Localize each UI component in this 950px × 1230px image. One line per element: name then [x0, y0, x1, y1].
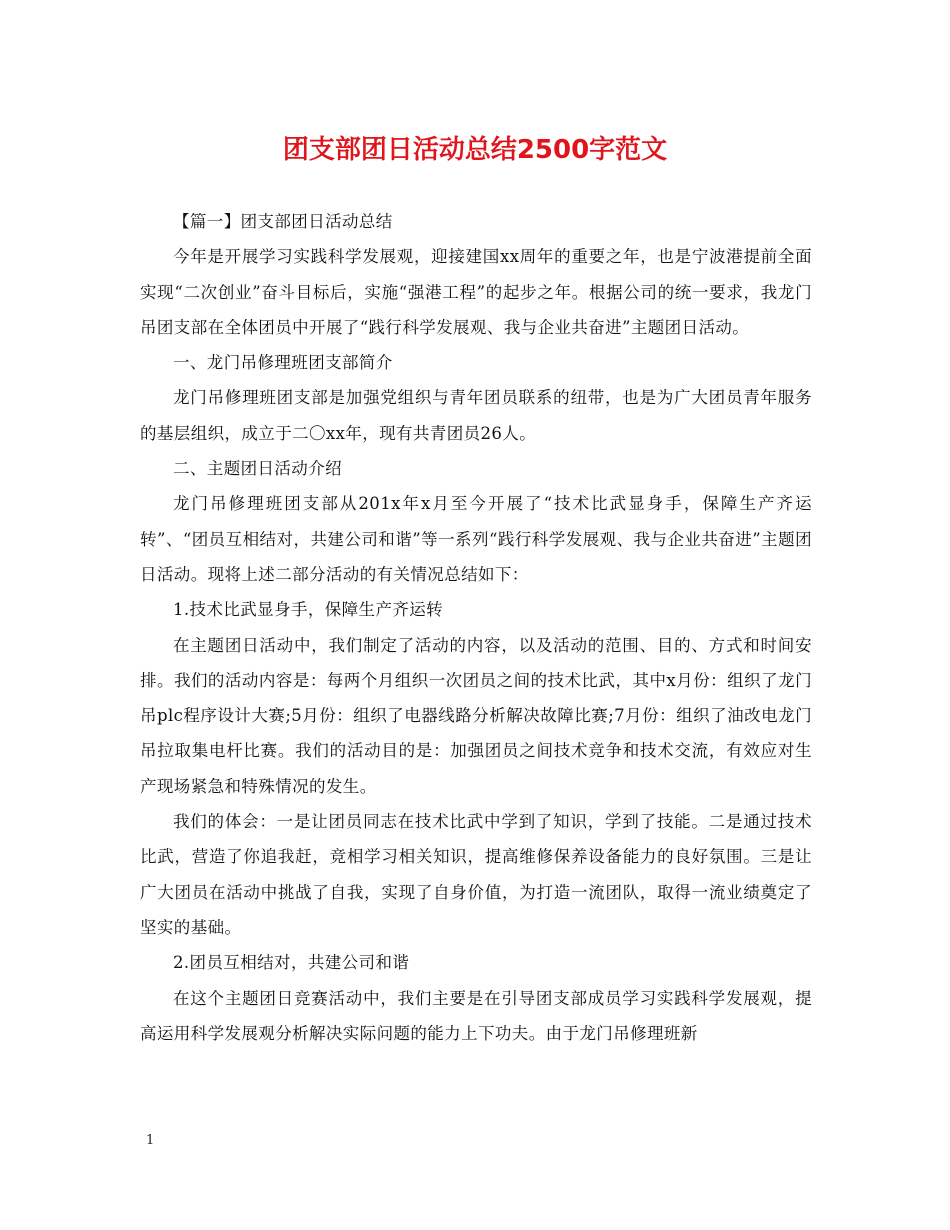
paragraph-activities: 龙门吊修理班团支部从201x年x月至今开展了“技术比武显身手，保障生产齐运转”、“团员互相结对，共建公司和谐”等一系列“践行科学发展观、我与企业共奋进”主题团日活动。现将上述二部分活动的有关情况总结如下： [140, 494, 812, 584]
page-number: 1 [146, 1133, 155, 1148]
paragraph-pairing: 在这个主题团日竞赛活动中，我们主要是在引导团支部成员学习实践科学发展观，提高运用科学发展观分析解决实际问题的能力上下功夫。由于龙门吊修理班新 [140, 988, 812, 1043]
paragraph-intro: 今年是开展学习实践科学发展观，迎接建国xx周年的重要之年，也是宁波港提前全面实现“二次创业”奋斗目标后，实施“强港工程”的起步之年。根据公司的统一要求，我龙门吊团支部在全体团员中开展了“践行科学发展观、我与企业共奋进”主题团日活动。 [140, 247, 812, 337]
paragraph-skill-contest: 在主题团日活动中，我们制定了活动的内容，以及活动的范围、目的、方式和时间安排。我们的活动内容是：每两个月组织一次团员之间的技术比武，其中x月份：组织了龙门吊plc程序设计大赛;5月份：组织了电器线路分析解决故障比赛;7月份：组织了油改电龙门吊拉取集电杆比赛。我们的活动目的是：加强团员之间技术竞争和技术交流，有效应对生产现场紧急和特殊情况的发生。 [140, 635, 812, 796]
document-body [140, 204, 812, 1051]
paragraph-experience: 我们的体会：一是让团员同志在技术比武中学到了知识，学到了技能。二是通过技术比武，营造了你追我赶，竞相学习相关知识，提高维修保养设备能力的良好氛围。三是让广大团员在活动中挑战了自我，实现了自身价值，为打造一流团队，取得一流业绩奠定了坚实的基础。 [140, 812, 812, 937]
section-heading-overview: 一、龙门吊修理班团支部简介 [173, 353, 393, 373]
document-title: 团支部团日活动总结2500字范文 [282, 135, 668, 165]
section-heading-part-one: 【篇一】团支部团日活动总结 [173, 212, 393, 231]
paragraph-overview: 龙门吊修理班团支部是加强党组织与青年团员联系的纽带，也是为广大团员青年服务的基层组织，成立于二〇xx年，现有共青团员26人。 [140, 388, 812, 443]
subheading-skill-contest: 1.技术比武显身手，保障生产齐运转 [173, 600, 444, 620]
section-heading-activities: 二、主题团日活动介绍 [173, 459, 342, 479]
subheading-pairing: 2.团员互相结对，共建公司和谐 [173, 953, 410, 973]
